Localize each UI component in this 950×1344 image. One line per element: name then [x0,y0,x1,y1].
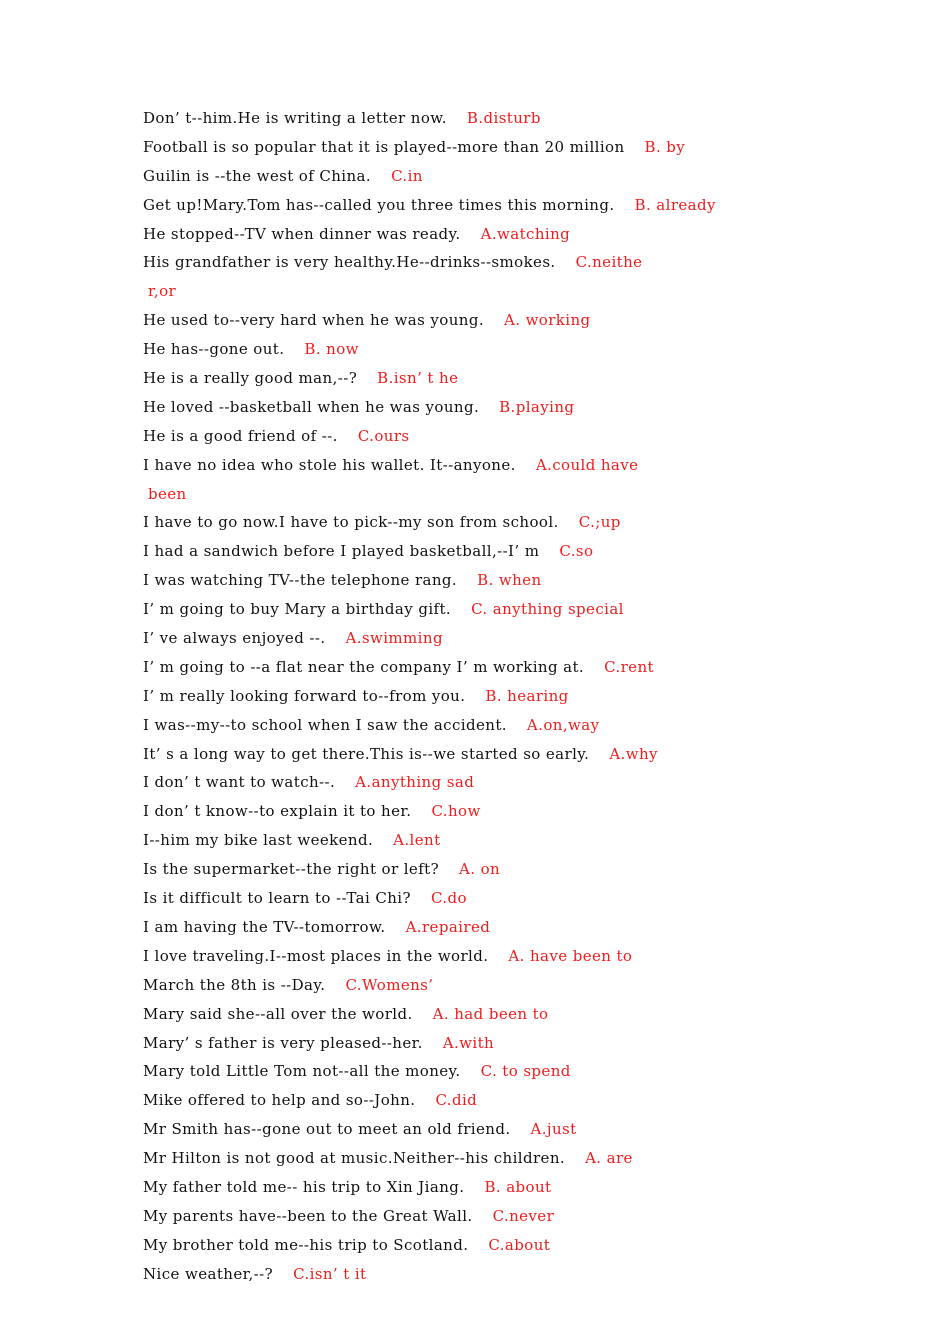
question-text: I am having the TV--tomorrow. [143,917,386,936]
answer-text: A.lent [393,831,441,850]
answer-text: C.ours [357,426,410,445]
answer-text: B. hearing [485,686,569,705]
question-text: My parents have--been to the Great Wall. [143,1206,473,1225]
question-text: Is the supermarket--the right or left? [143,860,440,879]
answer-text: B. by [644,137,686,156]
list-item [143,220,855,249]
question-text: I don’ t want to watch--. [143,773,336,792]
list-item [143,1173,855,1202]
question-text: I’ m going to --a flat near the company I’ m working at. [143,657,585,676]
list-item [143,653,855,682]
question-text: Mary told Little Tom not--all the money. [143,1062,461,1081]
list-item [143,682,855,711]
answer-text: C. to spend [480,1062,571,1081]
question-text: I was watching TV--the telephone rang. [143,571,458,590]
question-text: Mary’ s father is very pleased--her. [143,1033,423,1052]
question-text: Is it difficult to learn to --Tai Chi? [143,889,411,908]
answer-text: C.isn’ t it [293,1264,367,1283]
question-text: Nice weather,--? [143,1264,274,1283]
answer-text: A.watching [480,224,571,243]
list-item [143,1260,855,1289]
answer-text: A.anything sad [355,773,475,792]
question-text: I don’ t know--to explain it to her. [143,802,412,821]
list-item [143,508,855,537]
list-item [143,133,855,162]
list-item-continuation [143,277,855,306]
answer-text: A.with [442,1033,495,1052]
question-text: He used to--very hard when he was young. [143,311,484,330]
list-item [143,1000,855,1029]
question-text: March the 8th is --Day. [143,975,326,994]
answer-text: C.;up [578,513,621,532]
list-item [143,335,855,364]
list-item [143,364,855,393]
question-text: Don’ t--him.He is writing a letter now. [143,109,447,127]
answer-text: B.isn’ t he [377,369,459,388]
answer-text: been [148,484,187,503]
answer-text: B. about [484,1177,552,1196]
list-item [143,1086,855,1115]
list-item [143,595,855,624]
question-text: I--him my bike last weekend. [143,831,374,850]
answer-text: C.how [431,802,481,821]
question-text: My father told me-- his trip to Xin Jiang. [143,1177,465,1196]
answer-text: C.in [391,166,423,185]
list-item [143,797,855,826]
list-item [143,393,855,422]
list-item [143,191,855,220]
list-item [143,1115,855,1144]
answer-text: C.Womens’ [345,975,434,994]
list-item [143,768,855,797]
question-text: He has--gone out. [143,340,285,359]
question-text: I’ ve always enjoyed --. [143,629,326,648]
list-item [143,855,855,884]
question-text: Mary said she--all over the world. [143,1004,413,1023]
list-item [143,942,855,971]
question-text: I’ m really looking forward to--from you. [143,686,466,705]
question-text: I have to go now.I have to pick--my son from school. [143,513,559,532]
answer-text: A.on,way [526,715,600,734]
list-item-continuation [143,480,855,509]
answer-text: A. have been to [508,946,633,965]
answer-text: B. now [304,340,359,359]
answer-text: B. when [477,571,542,590]
list-item [143,740,855,769]
question-text: I had a sandwich before I played basketball,--I’ m [143,542,540,561]
list-item [143,711,855,740]
question-text: Mr Hilton is not good at music.Neither--his children. [143,1149,566,1168]
list-item [143,1144,855,1173]
question-text: Mike offered to help and so--John. [143,1091,416,1110]
question-text: He loved --basketball when he was young. [143,397,480,416]
answer-text: A.repaired [405,917,491,936]
answer-text: A.why [609,744,658,763]
answer-text: A.could have [535,455,639,474]
answer-text: C.never [492,1206,555,1225]
answer-text: C.so [559,542,594,561]
question-text: He stopped--TV when dinner was ready. [143,224,461,243]
list-item [143,624,855,653]
question-text: Get up!Mary.Tom has--called you three times this morning. [143,195,615,214]
question-text: He is a good friend of --. [143,426,338,445]
question-text: Mr Smith has--gone out to meet an old friend. [143,1120,511,1139]
answer-text: B.disturb [466,109,541,127]
answer-text: A. working [504,311,591,330]
answer-text: C. anything special [471,600,624,619]
list-item [143,537,855,566]
question-text: I love traveling.I--most places in the world. [143,946,489,965]
list-item [143,1231,855,1260]
list-item [143,306,855,335]
list-item [143,422,855,451]
answer-text: A.swimming [345,629,443,648]
answer-text: r,or [148,282,177,301]
question-text: It’ s a long way to get there.This is--we started so early. [143,744,590,763]
answer-text: B. already [634,195,716,214]
answer-text: B.playing [499,397,575,416]
answer-text: A. had been to [432,1004,549,1023]
question-text: Guilin is --the west of China. [143,166,372,185]
answer-text: C.do [430,889,467,908]
list-item [143,826,855,855]
answer-text: A. on [459,860,501,879]
question-text: Football is so popular that it is played--more than 20 million [143,137,625,156]
list-item [143,162,855,191]
answer-text: A.just [530,1120,577,1139]
list-item [143,248,855,277]
answer-text: C.rent [604,657,654,676]
list-item [143,566,855,595]
question-text: His grandfather is very healthy.He--drinks--smokes. [143,253,556,272]
qa-list [143,104,855,1289]
list-item [143,971,855,1000]
answer-text: C.neithe [575,253,643,272]
question-text: He is a really good man,--? [143,369,358,388]
list-item [143,1029,855,1058]
list-item [143,1057,855,1086]
answer-text: C.about [488,1235,551,1254]
answer-text: A. are [585,1149,633,1168]
question-text: My brother told me--his trip to Scotland. [143,1235,469,1254]
list-item [143,104,855,133]
question-text: I have no idea who stole his wallet. It--anyone. [143,455,516,474]
list-item [143,1202,855,1231]
question-text: I was--my--to school when I saw the accident. [143,715,507,734]
list-item [143,913,855,942]
answer-text: C.did [435,1091,478,1110]
question-text: I’ m going to buy Mary a birthday gift. [143,600,452,619]
list-item [143,451,855,480]
list-item [143,884,855,913]
